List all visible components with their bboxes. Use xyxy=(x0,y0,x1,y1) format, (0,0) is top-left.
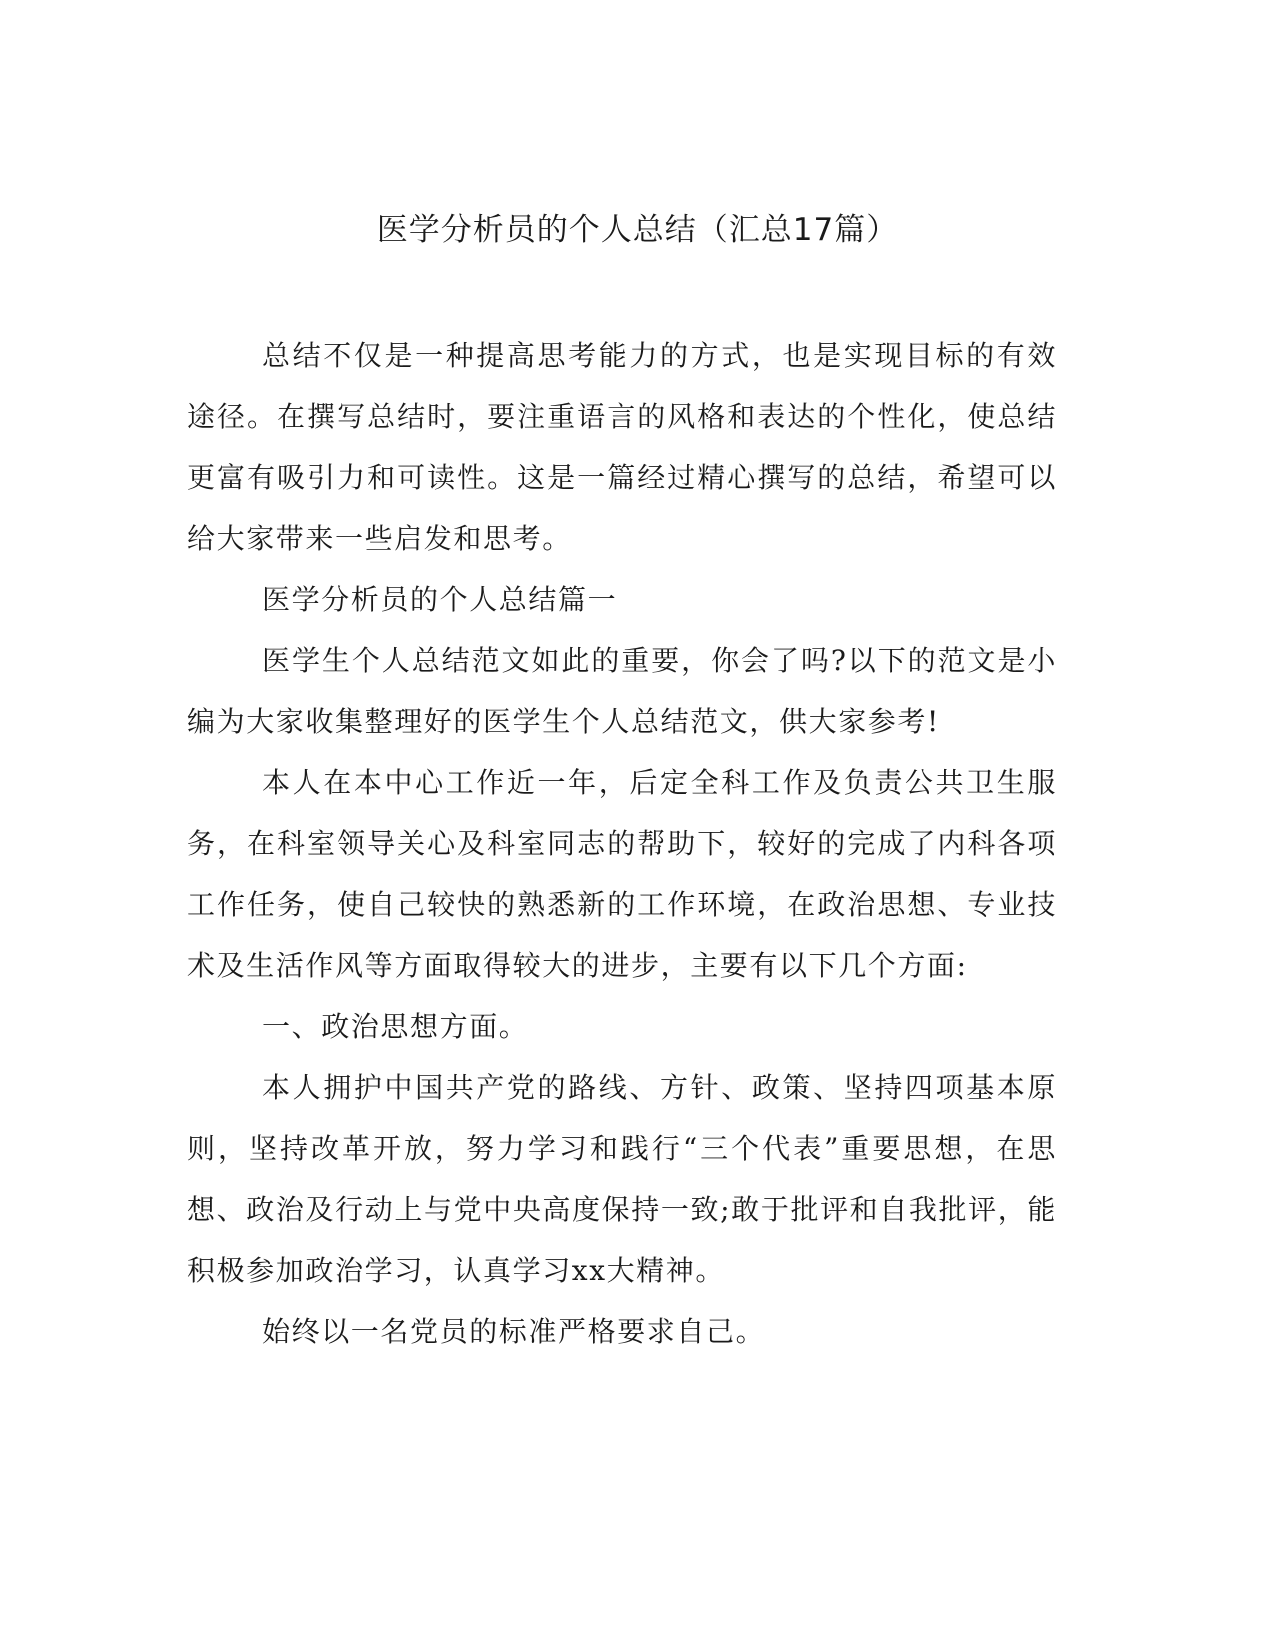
document-body xyxy=(187,325,1057,1362)
subheading-political-thought: 一、政治思想方面。 xyxy=(262,1010,529,1043)
paragraph-political-thought: 本人拥护中国共产党的路线、方针、政策、坚持四项基本原则，坚持改革开放，努力学习和践行“三个代表”重要思想，在思想、政治及行动上与党中央高度保持一致;敢于批评和自我批评，能积极参加政治学习，认真学习xx大精神。 xyxy=(187,1071,1057,1287)
paragraph-preface: 医学生个人总结范文如此的重要，你会了吗?以下的范文是小编为大家收集整理好的医学生个人总结范文，供大家参考! xyxy=(187,644,1057,738)
paragraph-party-standard: 始终以一名党员的标准严格要求自己。 xyxy=(262,1315,766,1348)
section-heading-part-one: 医学分析员的个人总结篇一 xyxy=(262,583,618,616)
paragraph-work-overview: 本人在本中心工作近一年，后定全科工作及负责公共卫生服务，在科室领导关心及科室同志的帮助下，较好的完成了内科各项工作任务，使自己较快的熟悉新的工作环境，在政治思想、专业技术及生活作风等方面取得较大的进步，主要有以下几个方面: xyxy=(187,766,1057,982)
paragraph-intro: 总结不仅是一种提高思考能力的方式，也是实现目标的有效途径。在撰写总结时，要注重语言的风格和表达的个性化，使总结更富有吸引力和可读性。这是一篇经过精心撰写的总结，希望可以给大家带来一些启发和思考。 xyxy=(187,339,1057,555)
document-title: 医学分析员的个人总结（汇总17篇） xyxy=(376,212,899,248)
